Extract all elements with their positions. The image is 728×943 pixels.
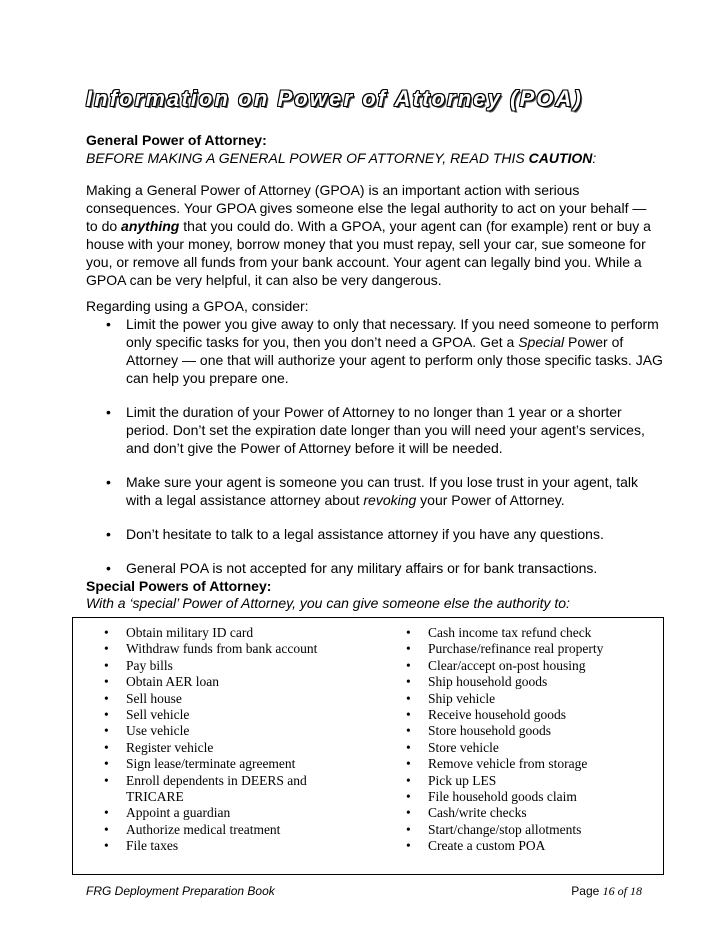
list-item: • Remove vehicle from storage — [404, 756, 654, 772]
gpoa-para-emphasis: anything — [121, 218, 180, 234]
caution-word: CAUTION — [528, 150, 593, 166]
caution-prefix: BEFORE MAKING A GENERAL POWER OF ATTORNEY, READ THIS — [86, 150, 529, 166]
list-item: • Sign lease/terminate agreement — [102, 756, 352, 772]
list-item: • Obtain AER loan — [102, 674, 352, 690]
list-item-text: Limit the duration of your Power of Attorney to no longer than 1 year or a shorter period. Don’t set the expiration date longer than you will need your agent’s services, and don’t give the Power of Attorney before it will be needed. — [126, 404, 645, 456]
special-poa-heading: Special Powers of Attorney: — [86, 578, 272, 594]
list-item: • Withdraw funds from bank account — [102, 641, 352, 657]
list-item: • Create a custom POA — [404, 838, 654, 854]
list-item — [104, 315, 664, 387]
list-item-text: General POA is not accepted for any military affairs or for bank transactions. — [126, 560, 598, 576]
list-item: • Pay bills — [102, 658, 352, 674]
list-item: • Receive household goods — [404, 707, 654, 723]
list-item: • Appoint a guardian — [102, 805, 352, 821]
list-item: • Store household goods — [404, 723, 654, 739]
footer-page-number — [571, 884, 642, 899]
list-item — [104, 403, 664, 457]
list-item — [104, 473, 664, 509]
gpoa-paragraph — [86, 181, 661, 289]
list-item-text: Make sure your agent is someone you can trust. If you lose trust in your agent, talk with a legal assistance attorney about — [126, 474, 639, 508]
list-item-emphasis: revoking — [363, 492, 417, 508]
gpoa-para-part: that you could do. With a GPOA, your agent can (for example) rent or buy a house with your money, borrow money that you must repay, sell your car, sue someone for you, or remove all funds from your bank account. Your agent can legally bind you. While a GPOA can be very helpful, it can also be very dangerous. — [86, 218, 651, 288]
list-item: • Ship household goods — [404, 674, 654, 690]
list-item: • Obtain military ID card — [102, 625, 352, 641]
list-item: • Ship vehicle — [404, 691, 654, 707]
list-item: • File household goods claim — [404, 789, 654, 805]
list-item: • Cash/write checks — [404, 805, 654, 821]
general-poa-heading: General Power of Attorney: — [86, 132, 267, 148]
list-item-text: your Power of Attorney. — [416, 492, 565, 508]
list-item: • Purchase/refinance real property — [404, 641, 654, 657]
list-item: • Pick up LES — [404, 773, 654, 789]
list-item — [104, 525, 664, 543]
list-item: • Start/change/stop allotments — [404, 822, 654, 838]
footer-book-title: FRG Deployment Preparation Book — [86, 884, 275, 898]
footer-page-count: 16 of 18 — [602, 884, 642, 898]
list-item-text: Don’t hesitate to talk to a legal assistance attorney if you have any questions. — [126, 526, 604, 542]
list-item: • Authorize medical treatment — [102, 822, 352, 838]
special-powers-left-list — [102, 625, 352, 855]
list-item: • Cash income tax refund check — [404, 625, 654, 641]
list-item-emphasis: Special — [518, 334, 565, 350]
special-poa-intro: With a ‘special’ Power of Attorney, you can give someone else the authority to: — [86, 595, 570, 611]
footer-page-label: Page — [571, 884, 603, 898]
list-item: • File taxes — [102, 838, 352, 854]
list-item-text: Power of Attorney — one that will authorize your agent to perform only those specific tasks. JAG can help you prepare one. — [126, 334, 663, 386]
list-item: • Clear/accept on-post housing — [404, 658, 654, 674]
list-item: • Store vehicle — [404, 740, 654, 756]
list-item-text: Limit the power you give away to only that necessary. If you need someone to perform only specific tasks for you, then you don’t need a GPOA. Get a — [126, 316, 659, 350]
caution-line — [86, 149, 666, 167]
gpoa-considerations-list — [104, 315, 664, 593]
consider-line: Regarding using a GPOA, consider: — [86, 298, 309, 314]
gpoa-para-part: Making a General Power of Attorney (GPOA) is an important action with serious consequences. Your GPOA gives someone else the legal authority to act on your behalf — to do — [86, 182, 647, 234]
caution-suffix: : — [592, 150, 597, 166]
list-item: • Enroll dependents in DEERS and TRICARE — [102, 773, 352, 806]
page-title: Information on Power of Attorney (POA) — [86, 86, 583, 111]
list-item — [104, 559, 664, 577]
list-item: • Sell vehicle — [102, 707, 352, 723]
list-item: • Register vehicle — [102, 740, 352, 756]
list-item: • Sell house — [102, 691, 352, 707]
special-powers-right-list — [404, 625, 654, 855]
list-item: • Use vehicle — [102, 723, 352, 739]
